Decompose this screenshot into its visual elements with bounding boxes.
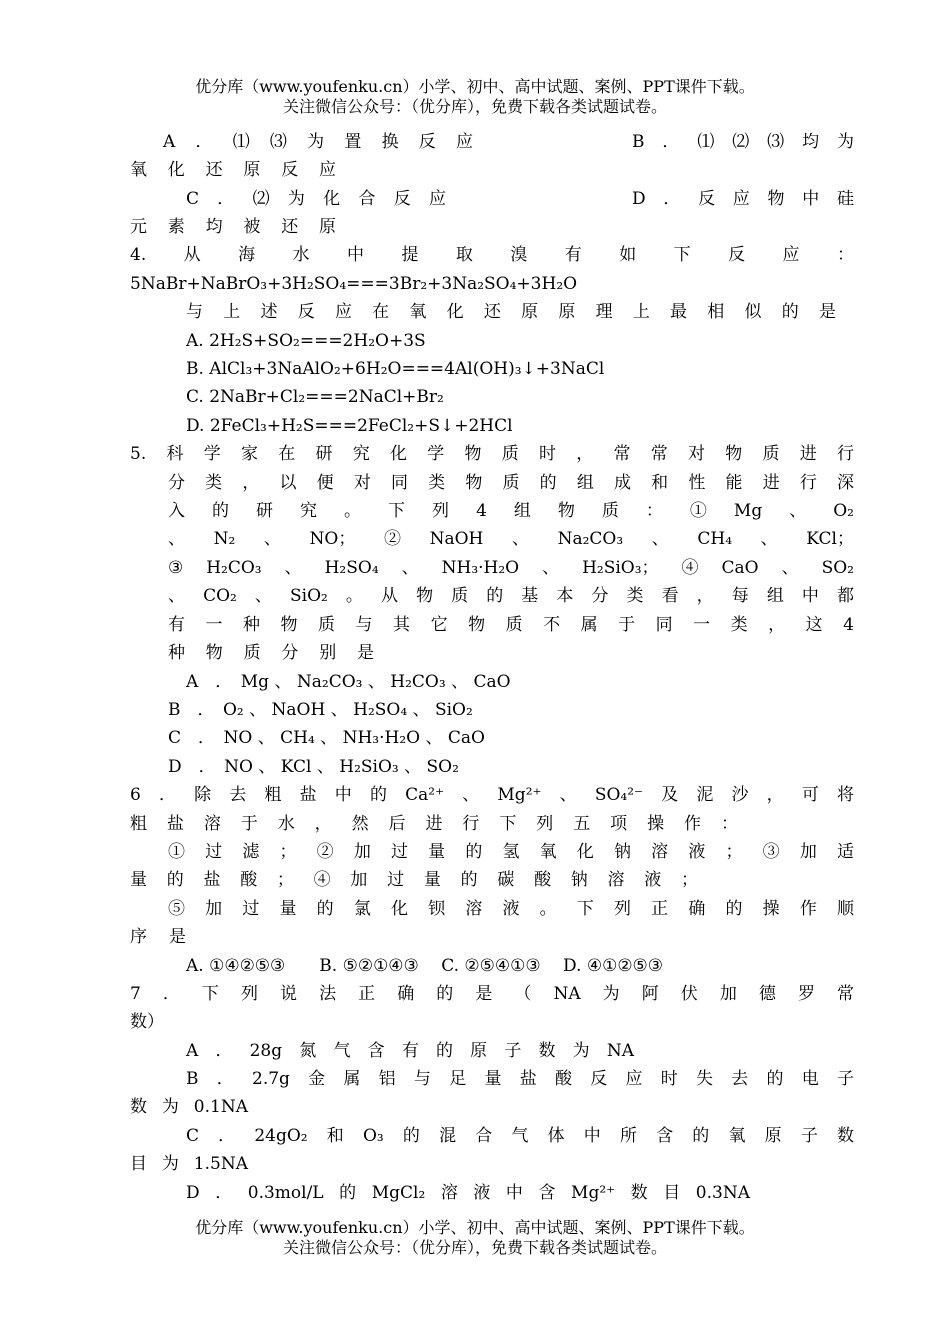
q4-stem: 4.从海水中提取溴有如下反应： bbox=[130, 245, 854, 265]
q4-option-a: A. 2H₂S+SO₂===2H₂O+3S bbox=[186, 331, 426, 351]
q3-option-a: A．⑴⑶为置换反应 bbox=[163, 132, 473, 152]
q6-options: A. ①④②⑤③ B. ⑤②①④③ C. ②⑤④①③ D. ④①②⑤③ bbox=[186, 956, 664, 976]
q5-option-a: A ． Mg 、 Na₂CO₃ 、 H₂CO₃ 、 CaO bbox=[186, 672, 511, 692]
q7-option-c: C．24gO₂和O₃的混合气体中所含的氧原子数 bbox=[186, 1126, 854, 1146]
q7-line-1: 7．下列说法正确的是（NA为阿伏加德罗常 bbox=[130, 984, 854, 1004]
q7-option-c-cont: 目为1.5NA bbox=[130, 1154, 248, 1174]
q6-line-1: 6．除去粗盐中的Ca²⁺、Mg²⁺、SO₄²⁻及泥沙，可将 bbox=[130, 785, 854, 805]
q7-option-d: D．0.3mol/L的MgCl₂溶液中含Mg²⁺数目0.3NA bbox=[186, 1183, 750, 1203]
q6-line-5: ⑤加过量的氯化钡溶液。下列正确的操作顺 bbox=[168, 899, 854, 919]
q5-line-1: 5.科学家在研究化学物质时，常常对物质进行 bbox=[130, 444, 854, 464]
header-line-1: 优分库（www.youfenku.cn）小学、初中、高中试题、案例、PPT课件下载。 bbox=[195, 77, 755, 96]
q5-line-4: 、N₂、NO；②NaOH、Na₂CO₃、CH₄、KCl； bbox=[168, 529, 854, 549]
q7-option-b-cont: 数为0.1NA bbox=[130, 1097, 248, 1117]
q3-option-c: C．⑵为化合反应 bbox=[186, 189, 446, 209]
q4-equation: 5NaBr+NaBrO₃+3H₂SO₄===3Br₂+3Na₂SO₄+3H₂O bbox=[130, 274, 578, 294]
q5-line-3: 入的研究。下列4组物质：①Mg、O₂ bbox=[168, 501, 854, 521]
header-line-2: 关注微信公众号：（优分库），免费下载各类试题试卷。 bbox=[282, 97, 667, 116]
footer-line-1: 优分库（www.youfenku.cn）小学、初中、高中试题、案例、PPT课件下载。 bbox=[195, 1218, 755, 1237]
q5-line-6: 、CO₂、SiO₂。从物质的基本分类看，每组中都 bbox=[168, 586, 854, 606]
q3-option-b: B．⑴⑵⑶均为 bbox=[632, 132, 854, 152]
q7-option-b: B．2.7g金属铝与足量盐酸反应时失去的电子 bbox=[186, 1069, 854, 1089]
q5-line-5: ③H₂CO₃、H₂SO₄、NH₃·H₂O、H₂SiO₃；④CaO、SO₂ bbox=[168, 558, 854, 578]
q3-option-b-cont: 氧化还原反应 bbox=[130, 160, 336, 180]
q4-option-c: C. 2NaBr+Cl₂===2NaCl+Br₂ bbox=[186, 387, 444, 407]
q4-option-d: D. 2FeCl₃+H₂S===2FeCl₂+S↓+2HCl bbox=[186, 416, 513, 436]
q5-option-d: D ． NO 、 KCl 、 H₂SiO₃ 、 SO₂ bbox=[168, 757, 459, 777]
q4-option-b: B. AlCl₃+3NaAlO₂+6H₂O===4Al(OH)₃↓+3NaCl bbox=[186, 359, 605, 379]
q5-line-7: 有一种物质与其它物质不属于同一类，这4 bbox=[168, 615, 854, 635]
q6-line-2: 粗盐溶于水，然后进行下列五项操作： bbox=[130, 814, 738, 834]
q4-question: 与上述反应在氧化还原原理上最相似的是 bbox=[186, 302, 836, 322]
q6-line-6: 序是 bbox=[130, 927, 186, 947]
q5-line-8: 种物质分别是 bbox=[168, 643, 374, 663]
footer-line-2: 关注微信公众号：（优分库），免费下载各类试题试卷。 bbox=[282, 1238, 667, 1257]
q5-option-b: B ． O₂ 、 NaOH 、 H₂SO₄ 、 SiO₂ bbox=[168, 700, 473, 720]
q7-option-a: A．28g氮气含有的原子数为NA bbox=[186, 1041, 634, 1061]
q6-line-3: ①过滤；②加过量的氢氧化钠溶液；③加适 bbox=[168, 842, 854, 862]
q5-line-2: 分类，以便对同类物质的组成和性能进行深 bbox=[168, 473, 854, 493]
q5-option-c: C ． NO 、 CH₄ 、 NH₃·H₂O 、 CaO bbox=[168, 728, 485, 748]
q6-line-4: 量的盐酸；④加过量的碳酸钠溶液； bbox=[130, 870, 698, 890]
q3-option-d: D．反应物中硅 bbox=[632, 189, 854, 209]
q3-option-d-cont: 元素均被还原 bbox=[130, 217, 336, 237]
q7-line-2: 数） bbox=[130, 1012, 164, 1032]
